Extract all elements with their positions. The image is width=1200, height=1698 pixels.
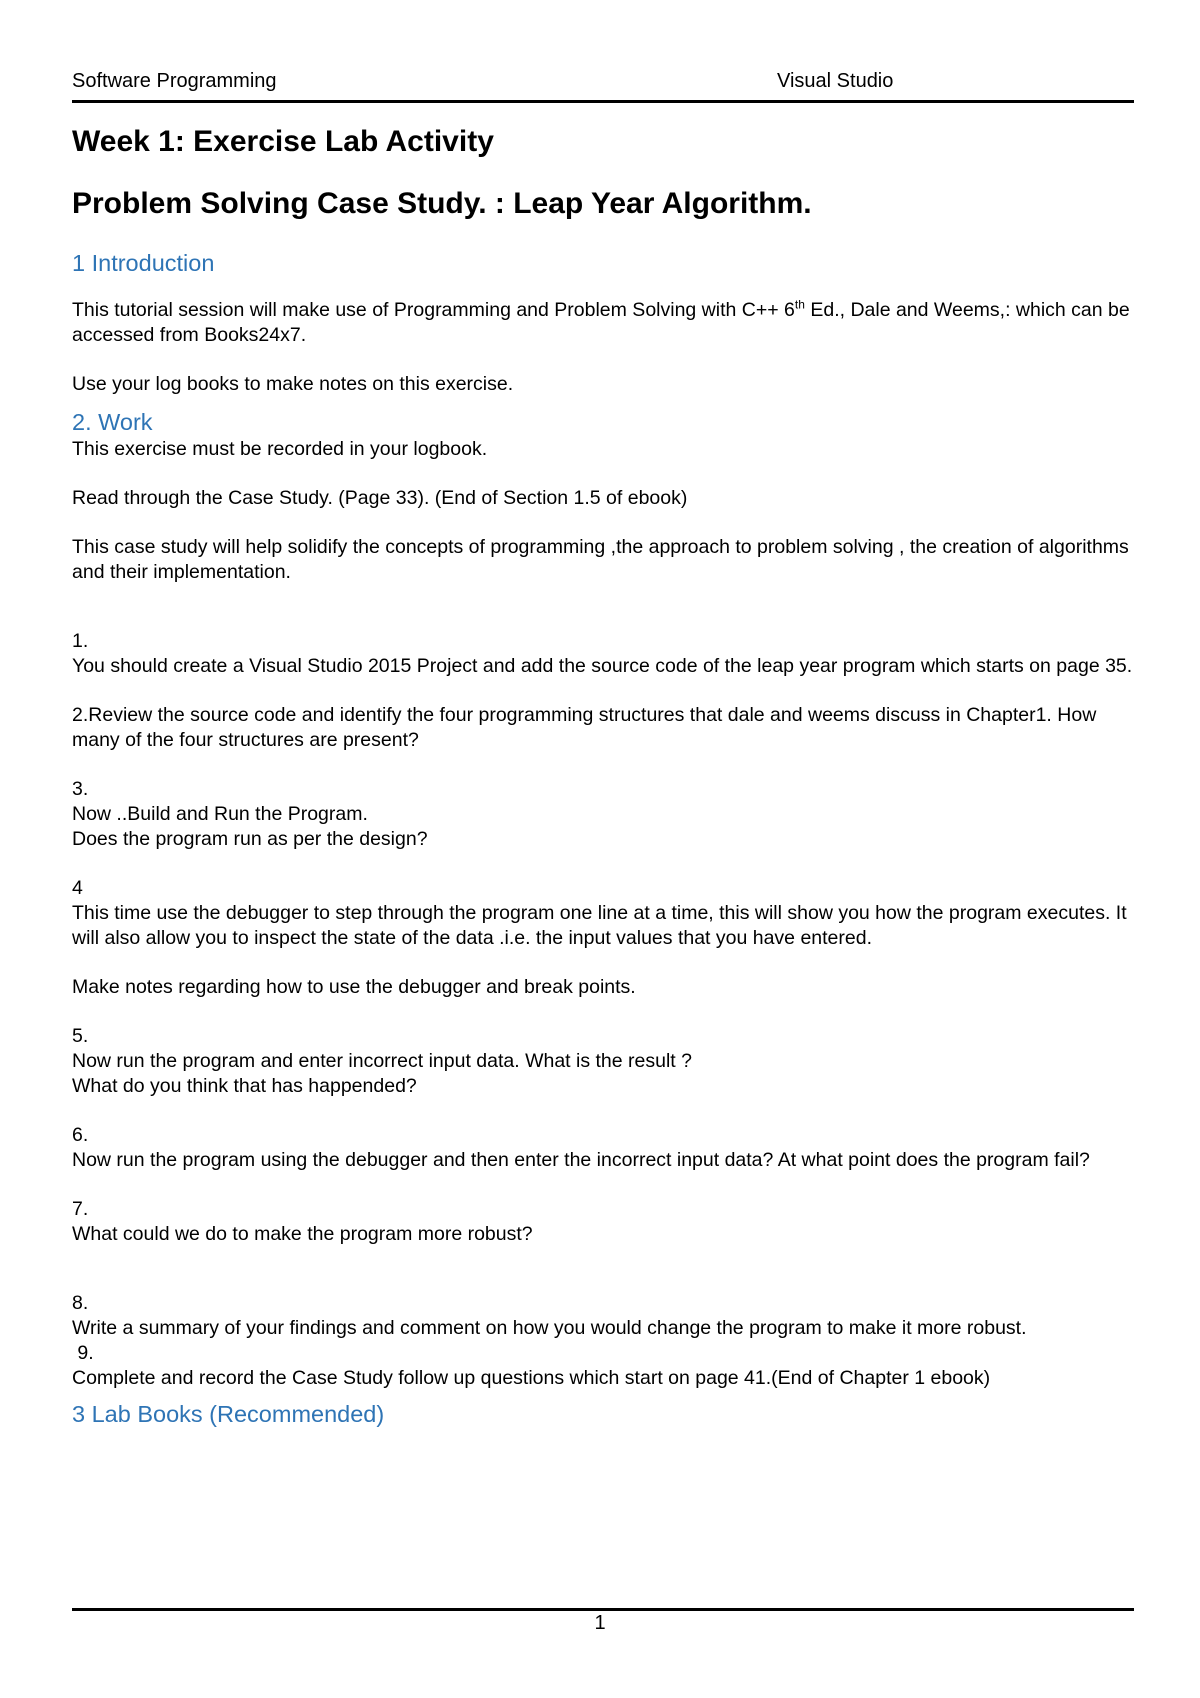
page-number: 1 xyxy=(594,1612,606,1634)
header-rule xyxy=(72,100,1134,103)
footer-rule xyxy=(72,1608,1134,1611)
work-paragraph-1: This exercise must be recorded in your logbook. xyxy=(72,438,488,460)
logbook-note: Use your log books to make notes on this exercise. xyxy=(72,373,514,395)
item-5-line-1: Now run the program and enter incorrect input data. What is the result ? xyxy=(72,1050,692,1072)
item-2-text: 2.Review the source code and identify the four programming structures that dale and weems discuss in Chapter1. How many of the four structures are present? xyxy=(72,704,1097,751)
item-7-number: 7. xyxy=(72,1198,89,1220)
item-3-line-2: Does the program run as per the design? xyxy=(72,828,428,850)
work-heading: 2. Work xyxy=(72,409,153,435)
item-6-number: 6. xyxy=(72,1124,89,1146)
work-paragraph-2: Read through the Case Study. (Page 33). (End of Section 1.5 of ebook) xyxy=(72,487,688,509)
introduction-paragraph xyxy=(72,298,1134,348)
page-title: Week 1: Exercise Lab Activity xyxy=(72,125,494,158)
item-4-note: Make notes regarding how to use the debugger and break points. xyxy=(72,976,636,998)
item-4-text: This time use the debugger to step through the program one line at a time, this will show you how the program executes. It will also allow you to inspect the state of the data .i.e. the input values that you have entered. xyxy=(72,902,1127,949)
item-8-number: 8. xyxy=(72,1292,89,1314)
item-4-number: 4 xyxy=(72,877,83,899)
page-subtitle: Problem Solving Case Study. : Leap Year Algorithm. xyxy=(72,187,812,220)
item-3-line-1: Now ..Build and Run the Program. xyxy=(72,803,368,825)
lab-books-heading: 3 Lab Books (Recommended) xyxy=(72,1401,385,1427)
item-9-text: Complete and record the Case Study follow up questions which start on page 41.(End of Chapter 1 ebook) xyxy=(72,1367,991,1389)
item-1-number: 1. xyxy=(72,630,89,652)
intro-text-a: This tutorial session will make use of Programming and Problem Solving with C++ 6 xyxy=(72,299,795,321)
item-8-text: Write a summary of your findings and comment on how you would change the program to make it more robust. xyxy=(72,1317,1027,1339)
item-9-number: 9. xyxy=(72,1342,94,1364)
item-5-number: 5. xyxy=(72,1025,89,1047)
intro-superscript: th xyxy=(794,297,805,312)
item-7-text: What could we do to make the program more robust? xyxy=(72,1223,533,1245)
header-right-text: Visual Studio xyxy=(777,70,894,92)
page-header xyxy=(72,70,1134,96)
item-1-text: You should create a Visual Studio 2015 Project and add the source code of the leap year program which starts on page 35. xyxy=(72,655,1133,677)
item-3-number: 3. xyxy=(72,778,89,800)
document-body xyxy=(72,124,1134,1429)
intro-text-b: Ed., Dale and Weems,: which can be accessed from Books24x7. xyxy=(72,299,1130,346)
item-6-text: Now run the program using the debugger and then enter the incorrect input data? At what point does the program fail? xyxy=(72,1149,1090,1171)
work-paragraph-3: This case study will help solidify the concepts of programming ,the approach to problem solving , the creation of algorithms and their implementation. xyxy=(72,536,1129,583)
item-5-line-2: What do you think that has happended? xyxy=(72,1075,417,1097)
header-left-text: Software Programming xyxy=(72,70,277,92)
introduction-heading: 1 Introduction xyxy=(72,250,215,276)
